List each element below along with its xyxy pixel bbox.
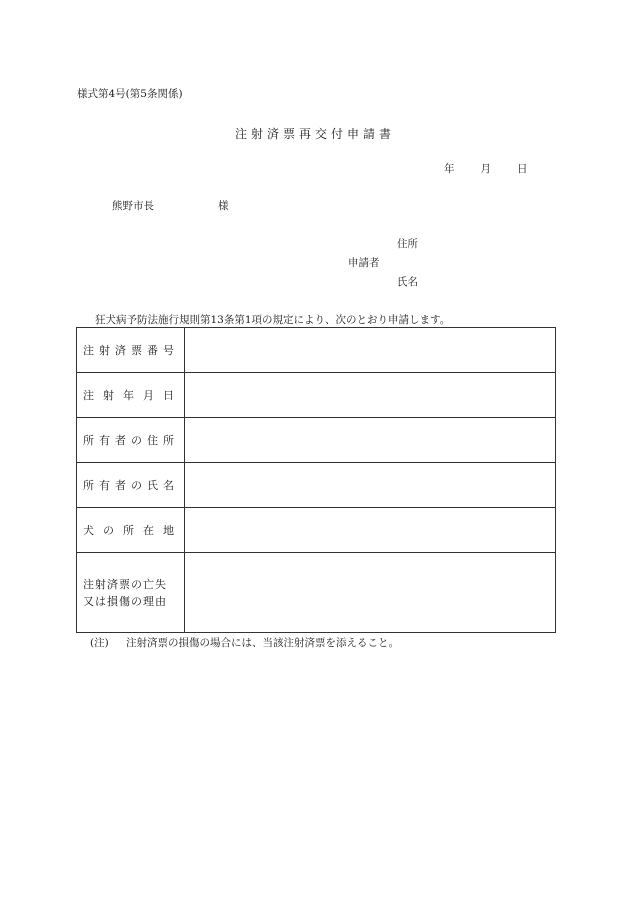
application-form-table (76, 327, 556, 633)
date-day-label: 日 (517, 163, 528, 175)
table-row (77, 508, 556, 553)
field-owner-address[interactable] (185, 418, 556, 463)
footnote (90, 635, 399, 650)
form-number: 様式第4号(第5条関係) (77, 88, 183, 100)
applicant-address-label: 住所 (397, 238, 418, 250)
row-label-loss-reason-line1: 注射済票の亡失 (83, 577, 167, 591)
row-label-tag-number: 注射済票番号 (77, 328, 185, 373)
footnote-text: 注射済票の損傷の場合には、当該注射済票を添えること。 (126, 637, 399, 649)
addressee-honorific: 様 (218, 200, 229, 212)
field-tag-number[interactable] (185, 328, 556, 373)
table-row (77, 328, 556, 373)
row-label-owner-address: 所有者の住所 (77, 418, 185, 463)
applicant-name-label: 氏名 (397, 276, 418, 288)
field-dog-location[interactable] (185, 508, 556, 553)
table-row (77, 373, 556, 418)
row-label-loss-reason-line2: 又は損傷の理由 (83, 594, 167, 608)
field-loss-reason[interactable] (185, 553, 556, 633)
row-label-dog-location: 犬の所在地 (77, 508, 185, 553)
date-month-label: 月 (480, 163, 491, 175)
table-row (77, 418, 556, 463)
date-year-label: 年 (444, 163, 455, 175)
document-title: 注射済票再交付申請書 (234, 127, 395, 141)
row-label-owner-name: 所有者の氏名 (77, 463, 185, 508)
table-row (77, 553, 556, 633)
field-owner-name[interactable] (185, 463, 556, 508)
applicant-label: 申請者 (348, 257, 380, 269)
row-label-injection-date: 注射年月日 (77, 373, 185, 418)
addressee-name: 熊野市長 (112, 200, 154, 212)
table-row (77, 463, 556, 508)
date-line (444, 161, 528, 176)
row-label-loss-reason (77, 553, 185, 633)
footnote-tag: (注) (90, 637, 109, 649)
field-injection-date[interactable] (185, 373, 556, 418)
application-statement: 狂犬病予防法施行規則第13条第1項の規定により、次のとおり申請します。 (95, 314, 451, 326)
